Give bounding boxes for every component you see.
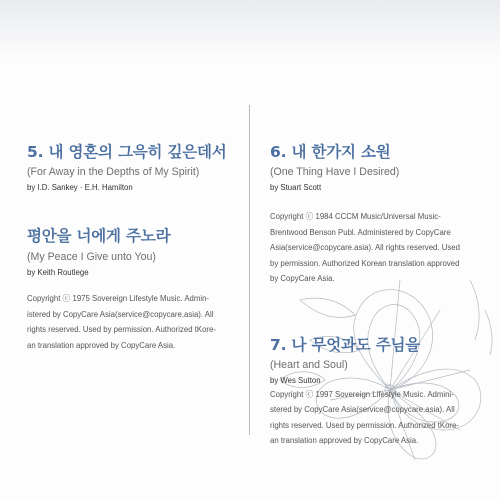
song-7-author: by Wes Sutton [270,375,321,385]
song-6-author: by Stuart Scott [270,183,322,192]
song-peace-copyright [27,291,247,353]
copyright-line: Copyright ⓒ 1975 Sovereign Lifestyle Music. Admin- [27,294,210,303]
song-peace-subtitle: (My Peace I Give unto You) [27,251,156,263]
copyright-line: by CopyCare Asia. [270,274,335,283]
song-block-6 [270,140,492,287]
copyright-line: Copyright ⓒ 1997 Sovereign Lifestyle Music. Admini- [270,389,454,399]
song-peace-title: 평안을 너에게 주노라 [27,227,171,245]
song-5-title: 5. 내 영혼의 그윽히 깊은데서 [27,143,227,161]
song-6-title: 6. 내 한가지 소원 [270,143,391,161]
song-block-7 [270,333,492,449]
song-5-subtitle: (For Away in the Depths of My Spirit) [27,166,200,178]
top-texture [0,0,500,60]
song-5-author: by I.D. Sankey · E.H. Hamilton [27,183,133,192]
copyright-line: stered by CopyCare Asia(service@copycare.asia). All [270,405,455,414]
copyright-line: Asia(service@copycare.asia). All rights reserved. Used [270,243,460,252]
right-column [270,140,492,449]
song-6-subtitle: (One Thing Have I Desired) [270,166,400,178]
song-peace-author: by Keith Routlege [27,268,89,277]
column-divider [249,105,250,435]
copyright-line: by permission. Authorized Korean translation approved [270,258,460,268]
song-7-subtitle: (Heart and Soul) [270,358,348,371]
left-column [27,140,247,353]
copyright-line: an translation approved by CopyCare Asia. [27,340,176,350]
copyright-line: rights reserved. Used by permission. Authorized tKore- [270,420,459,430]
copyright-line: an translation approved by CopyCare Asia. [270,436,419,445]
song-block-5 [27,140,247,192]
copyright-line: rights reserved. Used by permission. Authorized tKore- [27,325,216,334]
song-7-copyright [270,387,492,449]
copyright-line: Copyright ⓒ 1984 CCCM Music/Universal Music- [270,212,441,221]
song-6-copyright [270,209,492,287]
song-7-title: 7. 나 무엇과도 주님을 [270,335,421,354]
copyright-line: istered by CopyCare Asia(service@copycare.asia). All [27,309,214,319]
copyright-line: Brentwood Benson Publ. Administered by CopyCare [270,227,451,237]
song-block-peace [27,224,247,353]
